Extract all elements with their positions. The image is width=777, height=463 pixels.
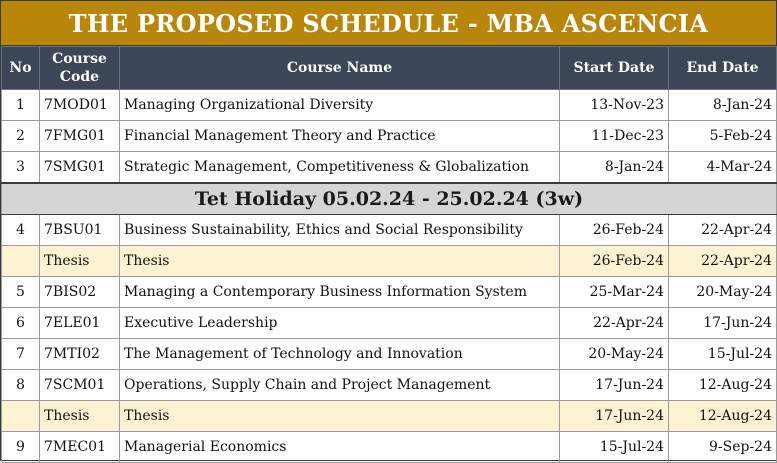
- row-name: Managerial Economics: [120, 432, 560, 463]
- header-end-date: End Date: [669, 47, 777, 90]
- header-code-line2: Code: [59, 69, 100, 85]
- row-end: 4-Mar-24: [669, 152, 777, 184]
- row-start: 15-Jul-24: [560, 432, 669, 463]
- row-code: 7MEC01: [40, 432, 120, 463]
- row-code: 7BIS02: [40, 277, 120, 308]
- row-no: [2, 246, 40, 277]
- row-no: 4: [2, 215, 40, 246]
- table-row: [2, 90, 777, 121]
- row-no: 6: [2, 308, 40, 339]
- row-code: 7BSU01: [40, 215, 120, 246]
- row-end: 9-Sep-24: [669, 432, 777, 463]
- row-start: 8-Jan-24: [560, 152, 669, 184]
- row-end: 22-Apr-24: [669, 215, 777, 246]
- table-row: [2, 308, 777, 339]
- row-code: 7ELE01: [40, 308, 120, 339]
- table-row: [2, 339, 777, 370]
- row-start: 20-May-24: [560, 339, 669, 370]
- row-end: 20-May-24: [669, 277, 777, 308]
- row-no: 9: [2, 432, 40, 463]
- table-row: [2, 121, 777, 152]
- row-code: Thesis: [40, 246, 120, 277]
- thesis-row: [2, 401, 777, 432]
- row-code: Thesis: [40, 401, 120, 432]
- row-code: 7SCM01: [40, 370, 120, 401]
- schedule-table: [1, 46, 777, 463]
- row-start: 22-Apr-24: [560, 308, 669, 339]
- row-end: 12-Aug-24: [669, 370, 777, 401]
- table-row: [2, 432, 777, 463]
- row-start: 11-Dec-23: [560, 121, 669, 152]
- row-name: Operations, Supply Chain and Project Management: [120, 370, 560, 401]
- row-code: 7FMG01: [40, 121, 120, 152]
- header-course-code: [40, 47, 120, 90]
- table-row: [2, 152, 777, 184]
- header-start-date: Start Date: [560, 47, 669, 90]
- row-no: 8: [2, 370, 40, 401]
- row-code: 7MTI02: [40, 339, 120, 370]
- row-name: Thesis: [120, 401, 560, 432]
- header-row: [2, 47, 777, 90]
- row-end: 22-Apr-24: [669, 246, 777, 277]
- row-name: Managing Organizational Diversity: [120, 90, 560, 121]
- row-name: Thesis: [120, 246, 560, 277]
- row-no: 3: [2, 152, 40, 184]
- row-name: Business Sustainability, Ethics and Social Responsibility: [120, 215, 560, 246]
- row-name: Financial Management Theory and Practice: [120, 121, 560, 152]
- row-name: Executive Leadership: [120, 308, 560, 339]
- row-code: 7SMG01: [40, 152, 120, 184]
- row-no: 7: [2, 339, 40, 370]
- holiday-banner: Tet Holiday 05.02.24 - 25.02.24 (3w): [2, 183, 777, 215]
- row-end: 5-Feb-24: [669, 121, 777, 152]
- thesis-row: [2, 246, 777, 277]
- row-start: 13-Nov-23: [560, 90, 669, 121]
- row-no: 2: [2, 121, 40, 152]
- row-start: 26-Feb-24: [560, 215, 669, 246]
- row-start: 25-Mar-24: [560, 277, 669, 308]
- row-start: 17-Jun-24: [560, 401, 669, 432]
- row-start: 26-Feb-24: [560, 246, 669, 277]
- header-no: No: [2, 47, 40, 90]
- row-end: 12-Aug-24: [669, 401, 777, 432]
- row-name: Managing a Contemporary Business Information System: [120, 277, 560, 308]
- row-name: Strategic Management, Competitiveness & Globalization: [120, 152, 560, 184]
- header-code-line1: Course: [52, 51, 107, 67]
- row-end: 8-Jan-24: [669, 90, 777, 121]
- header-course-name: Course Name: [120, 47, 560, 90]
- row-start: 17-Jun-24: [560, 370, 669, 401]
- row-no: 5: [2, 277, 40, 308]
- row-name: The Management of Technology and Innovation: [120, 339, 560, 370]
- table-row: [2, 215, 777, 246]
- row-end: 15-Jul-24: [669, 339, 777, 370]
- holiday-row: [2, 183, 777, 215]
- table-row: [2, 277, 777, 308]
- row-end: 17-Jun-24: [669, 308, 777, 339]
- schedule-title: THE PROPOSED SCHEDULE - MBA ASCENCIA: [1, 1, 776, 46]
- row-code: 7MOD01: [40, 90, 120, 121]
- table-row: [2, 370, 777, 401]
- row-no: 1: [2, 90, 40, 121]
- row-no: [2, 401, 40, 432]
